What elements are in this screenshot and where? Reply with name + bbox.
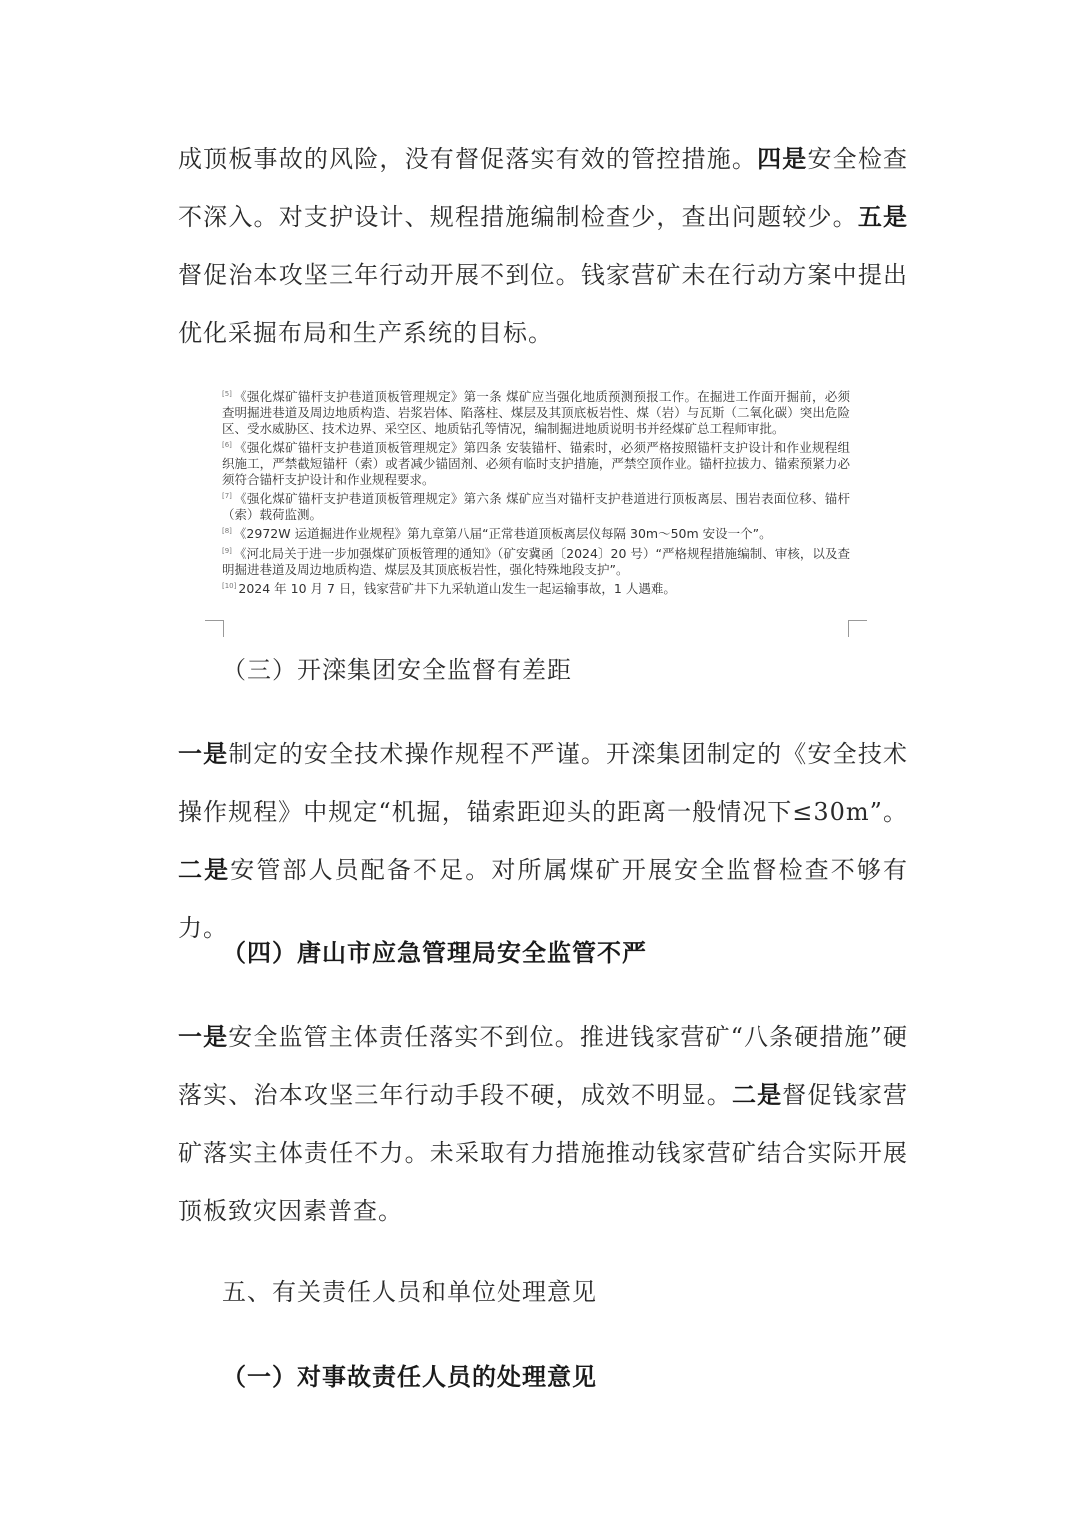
footnote: [10] 2024 年 10 月 7 日，钱家营矿井下九采轨道山发生一起运输事故，1 人遇难。 [222, 580, 676, 596]
emphasis-five: 五是 [857, 202, 909, 231]
footnote: [5] 《强化煤矿锚杆支护巷道顶板管理规定》第一条 煤矿应当强化地质预测预报工作。在掘进工作面开掘前，必须查明掘进巷道及周边地质构造、岩浆岩体、陷落柱、煤层及其顶底板岩性、煤（岩）与瓦斯（二氧化碳）突出危险区、受水威胁区、技术边界、采空区、地质钻孔等情况，编制掘进地质说明书并经煤矿总工程师审批。 [222, 389, 850, 437]
paragraph-tangshan: 一是安全监管主体责任落实不到位。推进钱家营矿“八条硬措施”硬落实、治本攻坚三年行动手段不硬，成效不明显。二是督促钱家营矿落实主体责任不力。未采取有力措施推动钱家营矿结合实际开展顶板致灾因素普查。 [178, 1022, 909, 1225]
page-corner-mark [848, 620, 867, 637]
footnote: [9] 《河北局关于进一步加强煤矿顶板管理的通知》（矿安冀函〔2024〕20 号）“严格规程措施编制、审核，以及查明掘进巷道及周边地质构造、煤层及其顶底板岩性，强化特殊地段支护”。 [222, 545, 850, 577]
emphasis-four: 四是 [757, 144, 808, 173]
subheading-persons: （一）对事故责任人员的处理意见 [222, 1362, 597, 1391]
section-heading-five: 五、有关责任人员和单位处理意见 [222, 1278, 597, 1306]
footnote: [8] 《2972W 运道掘进作业规程》第九章第八届“正常巷道顶板离层仪每隔 30m～50m 安设一个”。 [222, 526, 772, 542]
heading-tangshan: （四）唐山市应急管理局安全监管不严 [222, 938, 647, 967]
footnote: [7] 《强化煤矿锚杆支护巷道顶板管理规定》第六条 煤矿应当对锚杆支护巷道进行顶板离层、围岩表面位移、锚杆（索）载荷监测。 [222, 491, 850, 523]
page-corner-mark [205, 620, 224, 637]
paragraph-inspection: 成顶板事故的风险，没有督促落实有效的管控措施。四是安全检查不深入。对支护设计、规程措施编制检查少，查出问题较少。五是督促治本攻坚三年行动开展不到位。钱家营矿未在行动方案中提出优化采掘布局和生产系统的目标。 [178, 144, 909, 347]
paragraph-kailuan: 一是制定的安全技术操作规程不严谨。开滦集团制定的《安全技术操作规程》中规定“机掘，锚索距迎头的距离一般情况下≤30m”。二是安管部人员配备不足。对所属煤矿开展安全监督检查不够有力。 [178, 739, 909, 942]
footnote: [6] 《强化煤矿锚杆支护巷道顶板管理规定》第四条 安装锚杆、锚索时，必须严格按照锚杆支护设计和作业规程组织施工，严禁截短锚杆（索）或者减少锚固剂、必须有临时支护措施，严禁空顶作业。锚杆拉拔力、锚索预紧力必须符合锚杆支护设计和作业规程要求。 [222, 440, 850, 488]
footnotes-image [222, 386, 850, 597]
heading-kailuan: （三）开滦集团安全监督有差距 [222, 656, 572, 684]
